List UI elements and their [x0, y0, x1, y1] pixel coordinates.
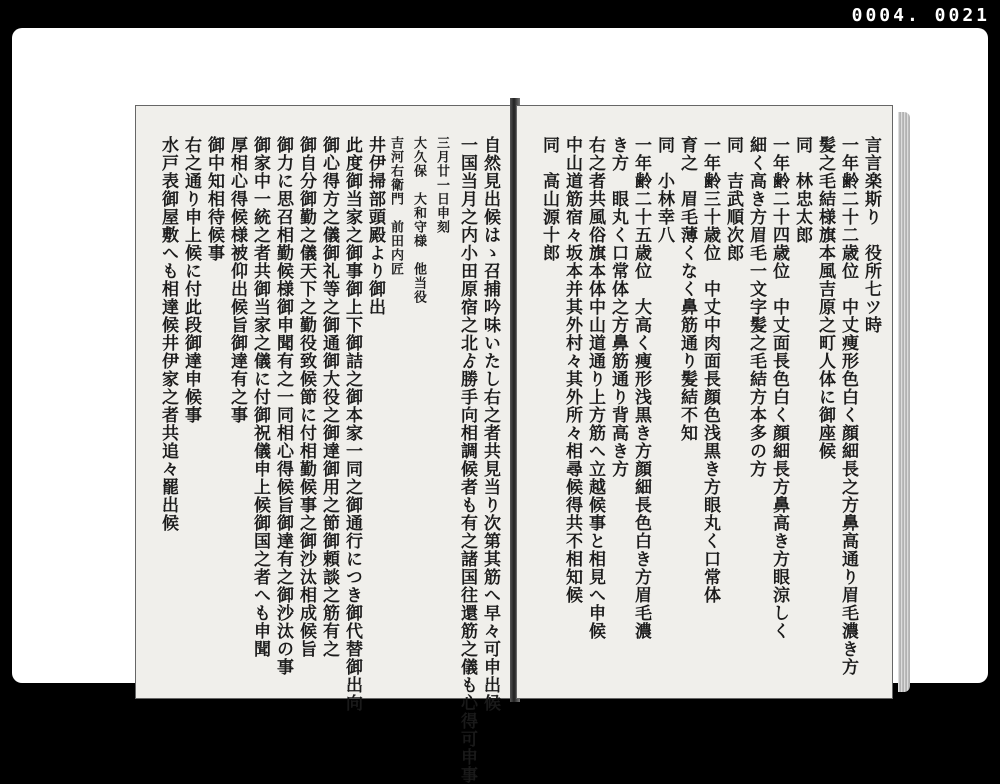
- film-frame-number: 0004. 0021: [851, 5, 990, 26]
- text-column: 右之通り申上候に付此段御達申候事: [181, 136, 201, 424]
- text-column: 同 高山源十郎: [539, 136, 559, 262]
- text-column: 同 吉武順次郎: [723, 136, 743, 262]
- text-column: 右之者共風俗旗本体中山道通り上方筋へ立越候事と相見へ申候: [585, 136, 605, 640]
- microfilm-frame: [12, 28, 988, 784]
- text-column: 厚相心得候様被仰出候旨御達有之事: [227, 136, 247, 424]
- text-column: 一年齢三十歳位 中丈中肉面長顔色浅黒き方眼丸く口常体: [700, 136, 720, 604]
- text-column: 此度御当家之御事御上下御詰之御本家一同之御通行につき御代替御出向: [342, 136, 362, 712]
- text-column: 一年齢二十四歳位 中丈面長色白く顔細長方鼻高き方眼涼しく: [769, 136, 789, 640]
- right-page: [517, 106, 892, 698]
- text-column: 同 林忠太郎: [792, 136, 812, 244]
- text-column: 一年齢二十五歳位 大高く痩形浅黒き方顔細長色白き方眉毛濃: [631, 136, 651, 640]
- text-column: 大久保 大和守様 他当役: [411, 136, 426, 304]
- text-column: 言言楽斯り 役所七ツ時: [861, 136, 881, 334]
- text-column: 一国当月之内小田原宿之北ゟ勝手向相調候者も有之諸国往還筋之儀も心得可申事: [457, 136, 477, 784]
- text-column: 御中知相待候事: [204, 136, 224, 262]
- text-column: 中山道筋宿々坂本并其外村々其外所々相尋候得共不相知候: [562, 136, 582, 604]
- open-book: [132, 98, 902, 784]
- text-column: 水戸表御屋敷へも相達候井伊家之者共追々罷出候: [158, 136, 178, 532]
- text-column: 育之 眉毛薄くなく鼻筋通り髪結不知: [677, 136, 697, 442]
- text-column: 一年齢二十二歳位 中丈痩形色白く顔細長之方鼻高通り眉毛濃き方: [838, 136, 858, 676]
- text-column: 御力に思召相勤候様御申聞有之一同相心得候旨御達有之御沙汰の事: [273, 136, 293, 676]
- text-column: 三月廿一日申刻: [434, 136, 449, 234]
- text-column: 自然見出候はゝ召捕吟味いたし右之者共見当り次第其筋へ早々可申出候: [480, 136, 500, 712]
- text-column: 髪之毛結様旗本風吉原之町人体に御座候: [815, 136, 835, 460]
- left-page: [136, 106, 512, 784]
- text-column: 細く高き方眉毛一文字髪之毛結方本多の方: [746, 136, 766, 478]
- text-column: 御自分御勤之儀天下之勤役致候節に付相勤候事之御沙汰相成候旨: [296, 136, 316, 658]
- text-column: 同 小林幸八: [654, 136, 674, 244]
- text-column: 御家中一統之者共御当家之儀に付御祝儀申上候御国之者へも申聞: [250, 136, 270, 658]
- text-column: き方 眼丸く口常体之方鼻筋通り背高き方: [608, 136, 628, 478]
- page-edges: [898, 112, 910, 692]
- text-column: 御心得方之儀御礼等之御通御大役之御達御用之節御頼談之筋有之: [319, 136, 339, 658]
- text-column: 井伊掃部頭殿より御出: [365, 136, 385, 316]
- text-column: 吉河右衛門 前田内匠: [388, 136, 403, 276]
